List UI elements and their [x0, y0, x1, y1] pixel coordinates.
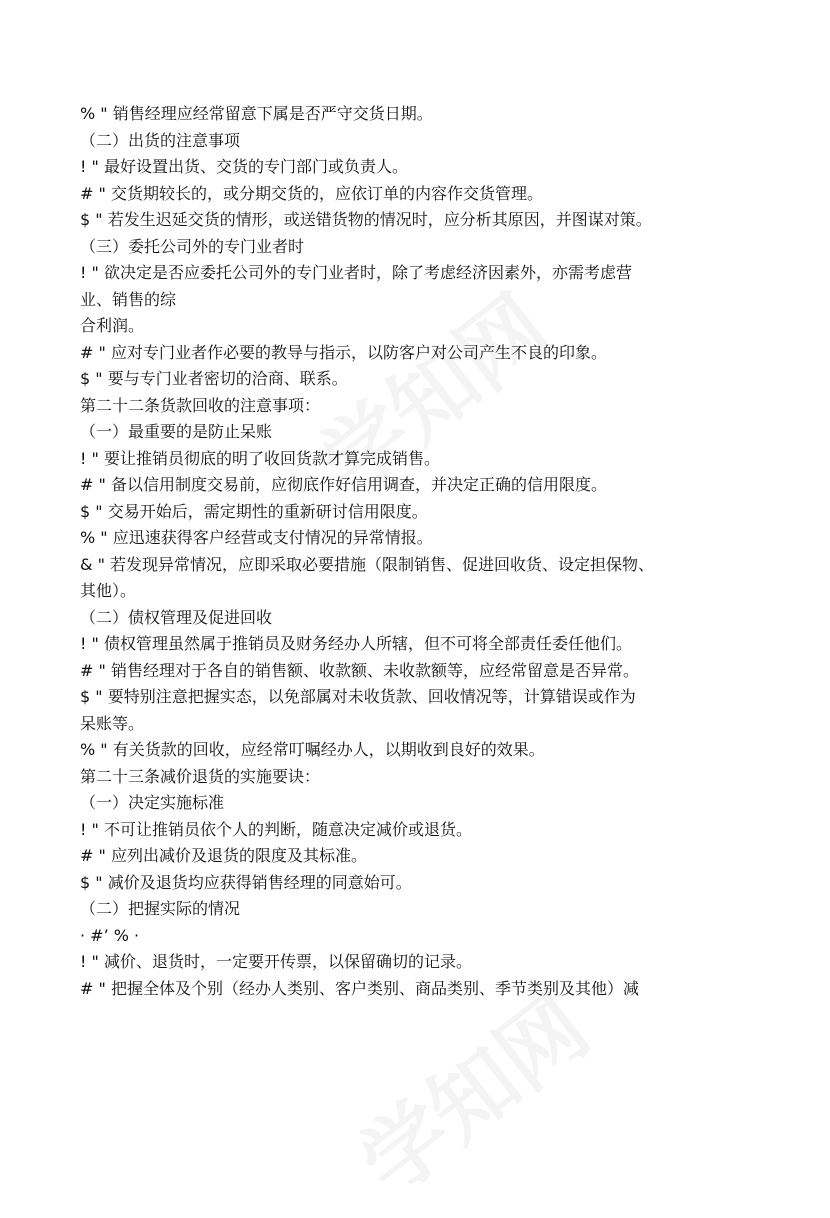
article-heading: 第二十三条减价退货的实施要诀：: [80, 766, 321, 786]
text-line: # " 交货期较长的，或分期交货的，应依订单的内容作交货管理。: [80, 183, 543, 203]
text-line: # " 应对专门业者作必要的教导与指示，以防客户对公司产生不良的印象。: [80, 342, 607, 362]
text-line: # " 应列出减价及退货的限度及其标准。: [80, 846, 367, 865]
section-heading: （二）债权管理及促进回收: [80, 607, 273, 627]
text-line: $ " 要特别注意把握实态，以免部属对未收货款、回收情况等，计算错误或作为: [80, 687, 636, 706]
page-marker: · #’ % ·: [80, 925, 140, 945]
text-line: ! " 债权管理虽然属于推销员及财务经办人所辖，但不可将全部责任委任他们。: [80, 634, 632, 653]
text-line: ! " 减价、退货时，一定要开传票，以保留确切的记录。: [80, 952, 472, 971]
text-line: $ " 若发生迟延交货的情形，或送错货物的情况时，应分析其原因，并图谋对策。: [80, 210, 652, 229]
text-line: ! " 要让推销员彻底的明了收回货款才算完成销售。: [80, 448, 440, 468]
text-line: $ " 要与专门业者密切的洽商、联系。: [80, 369, 348, 388]
text-line: ! " 不可让推销员依个人的判断，随意决定减价或退货。: [80, 819, 472, 839]
text-line: $ " 减价及退货均应获得销售经理的同意始可。: [80, 872, 412, 892]
text-line: ! " 最好设置出货、交货的专门部门或负责人。: [80, 157, 408, 176]
section-heading: （一）决定实施标准: [80, 793, 225, 812]
text-line: 呆账等。: [80, 713, 145, 733]
text-line: 业、销售的综: [80, 289, 177, 309]
text-line: 合利润。: [80, 316, 145, 335]
section-heading: （三）委托公司外的专门业者时: [80, 236, 305, 256]
section-heading: （二）把握实际的情况: [80, 899, 241, 918]
text-line: % " 有关货款的回收，应经常叮嘱经办人，以期收到良好的效果。: [80, 740, 545, 759]
article-heading: 第二十二条货款回收的注意事项：: [80, 395, 321, 415]
section-heading: （一）最重要的是防止呆账: [80, 422, 273, 441]
text-line: % " 应迅速获得客户经营或支付情况的异常情报。: [80, 528, 433, 547]
text-line: # " 把握全体及个别（经办人类别、客户类别、商品类别、季节类别及其他）减: [80, 978, 639, 998]
text-line: & " 若发现异常情况，应即采取必要措施（限制销售、促进回收货、设定担保物、: [80, 554, 655, 574]
text-line: # " 销售经理对于各自的销售额、收款额、未收款额等，应经常留意是否异常。: [80, 660, 639, 680]
text-line: 其他）。: [80, 581, 137, 600]
document-body: [80, 101, 760, 1002]
section-heading: （二）出货的注意事项: [80, 130, 241, 150]
text-line: $ " 交易开始后，需定期性的重新研讨信用限度。: [80, 501, 428, 521]
text-line: % " 销售经理应经常留意下属是否严守交货日期。: [80, 104, 433, 123]
text-line: ! " 欲决定是否应委托公司外的专门业者时，除了考虑经济因素外，亦需考虑营: [80, 263, 632, 282]
text-line: # " 备以信用制度交易前，应彻底作好信用调查，并决定正确的信用限度。: [80, 475, 607, 494]
